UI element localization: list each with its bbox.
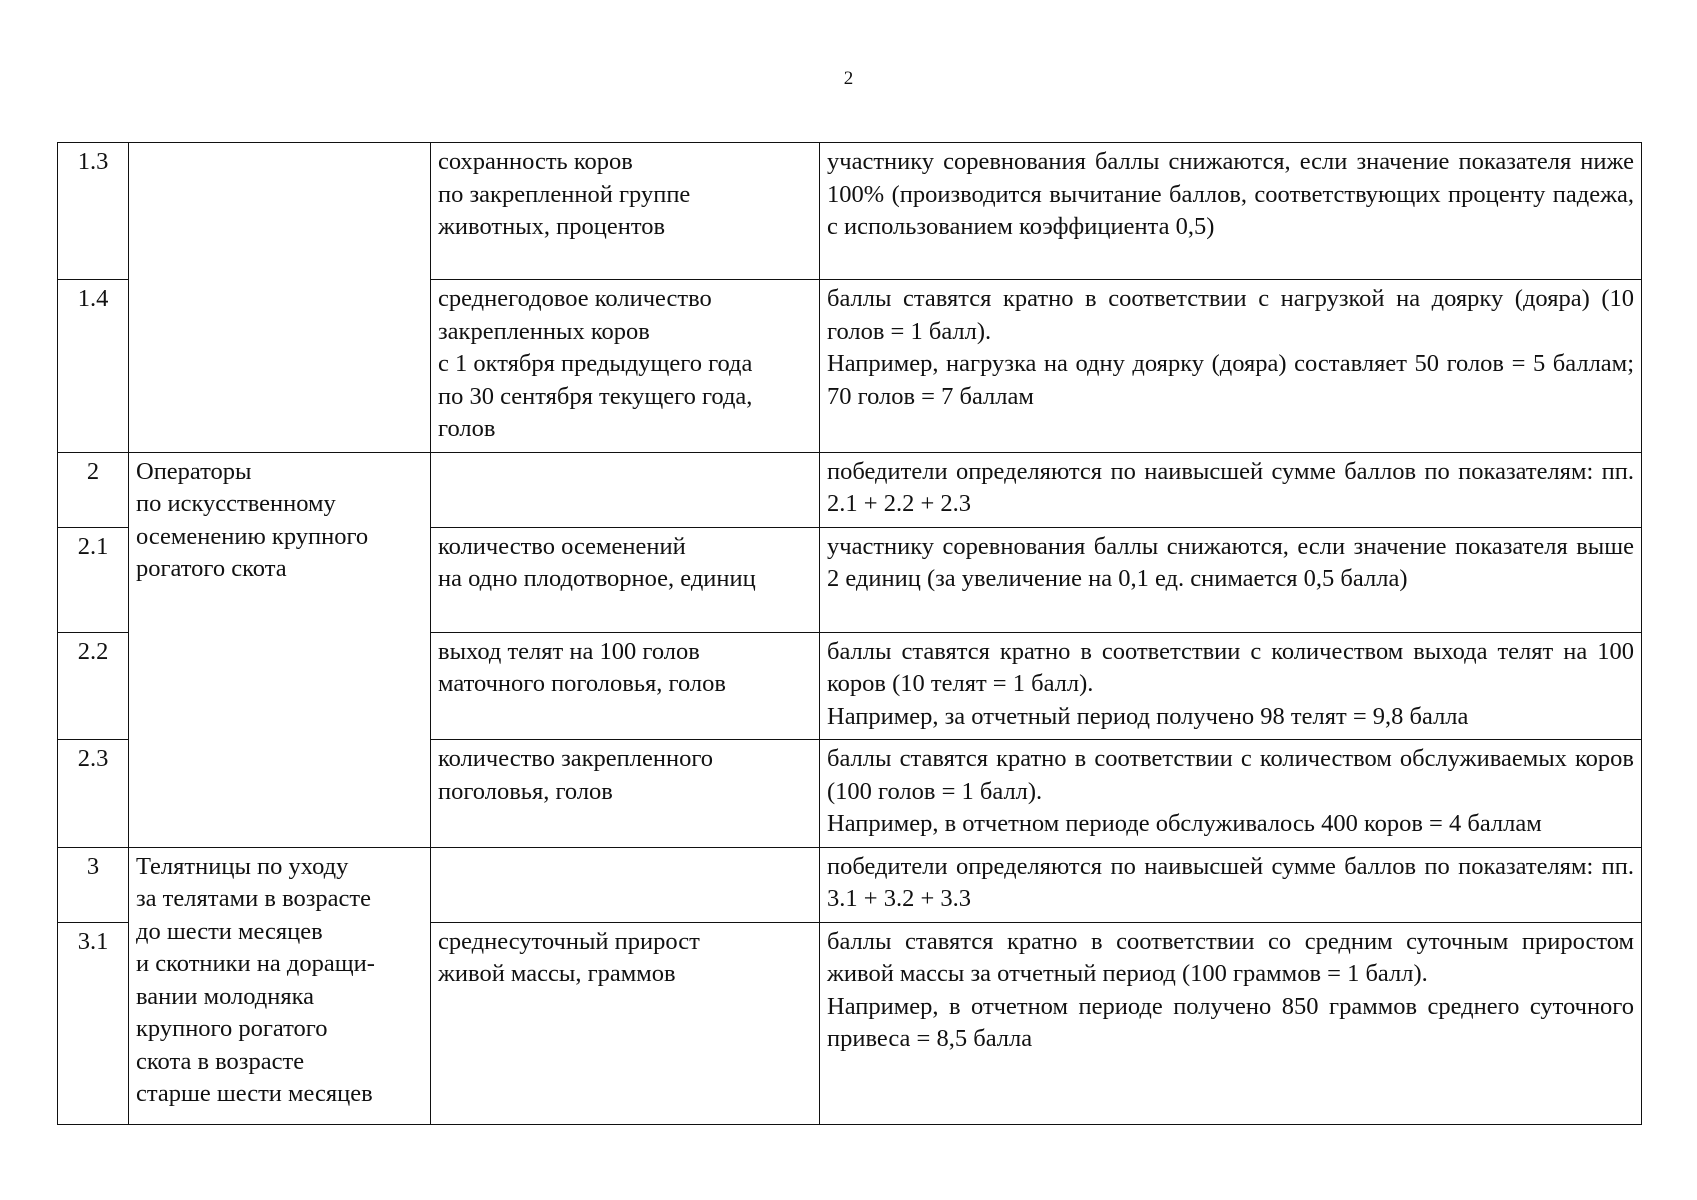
indicator-line: количество осеменений xyxy=(438,532,686,560)
indicator-cell xyxy=(431,847,820,922)
scoring-rule-cell xyxy=(820,847,1642,922)
scoring-example-text: Например, нагрузка на одну доярку (дояра) составляет 50 голов = 5 баллам; 70 голов = 7 баллам xyxy=(827,350,1634,410)
category-line: крупного рогатого xyxy=(136,1015,328,1042)
table-row xyxy=(58,143,1642,280)
row-number: 1.4 xyxy=(58,280,129,453)
category-line: скота в возрасте xyxy=(136,1047,305,1075)
category-line: рогатого скота xyxy=(136,555,287,582)
indicator-cell xyxy=(431,280,820,453)
indicator-line: маточного поголовья, голов xyxy=(438,670,726,697)
category-line: старше шести месяцев xyxy=(136,1080,373,1107)
category-line: Операторы xyxy=(136,457,252,485)
scoring-rule-cell xyxy=(820,740,1642,848)
indicator-cell xyxy=(431,452,820,527)
indicator-line: живой массы, граммов xyxy=(438,960,676,987)
table-row xyxy=(58,452,1642,527)
row-number: 2.2 xyxy=(58,632,129,740)
category-line: вании молодняка xyxy=(136,982,315,1010)
indicator-line: поголовья, голов xyxy=(438,777,613,805)
category-cell xyxy=(129,143,431,453)
scoring-rule-cell xyxy=(820,632,1642,740)
row-number: 2.1 xyxy=(58,527,129,632)
page-number: 2 xyxy=(843,68,854,89)
row-number: 3 xyxy=(58,847,129,922)
scoring-rule-text: победители определяются по наивысшей сумме баллов по показателям: пп. 3.1 + 3.2 + 3.3 xyxy=(827,852,1634,912)
scoring-rule-text: баллы ставятся кратно в соответствии с нагрузкой на доярку (дояра) (10 голов = 1 балл). xyxy=(827,285,1634,345)
indicator-line: количество закрепленного xyxy=(438,745,714,772)
category-line: Телятницы по уходу xyxy=(136,852,349,880)
indicator-line: на одно плодотворное, единиц xyxy=(438,565,756,592)
scoring-rule-text: баллы ставятся кратно в соответствии с количеством обслуживаемых коров (100 голов = 1 балл). xyxy=(827,745,1634,805)
category-line: за телятами в возрасте xyxy=(136,885,371,912)
indicator-cell xyxy=(431,922,820,1124)
scoring-rule-cell xyxy=(820,280,1642,453)
scoring-example-text: Например, в отчетном периоде получено 850 граммов среднего суточного привеса = 8,5 балла xyxy=(827,992,1634,1052)
criteria-table xyxy=(57,142,1642,1125)
scoring-rule-cell xyxy=(820,452,1642,527)
indicator-line: по закрепленной группе xyxy=(438,180,691,208)
scoring-rule-text: баллы ставятся кратно в соответствии с количеством выхода телят на 100 коров (10 телят = 1 балл). xyxy=(827,637,1634,697)
indicator-line: сохранность коров xyxy=(438,148,633,175)
indicator-line: животных, процентов xyxy=(438,213,666,240)
indicator-cell xyxy=(431,527,820,632)
indicator-line: с 1 октября предыдущего года xyxy=(438,350,753,377)
indicator-cell xyxy=(431,740,820,848)
category-cell xyxy=(129,452,431,847)
scoring-rule-text: победители определяются по наивысшей сумме баллов по показателям: пп. 2.1 + 2.2 + 2.3 xyxy=(827,457,1634,517)
scoring-example-text: Например, в отчетном периоде обслуживалось 400 коров = 4 баллам xyxy=(827,810,1542,837)
indicator-line: закрепленных коров xyxy=(438,317,650,345)
indicator-cell xyxy=(431,632,820,740)
category-line: осеменению крупного xyxy=(136,522,369,550)
row-number: 2 xyxy=(58,452,129,527)
category-cell xyxy=(129,847,431,1124)
row-number: 1.3 xyxy=(58,143,129,280)
indicator-line: среднесуточный прирост xyxy=(438,927,700,955)
scoring-rule-text: участнику соревнования баллы снижаются, если значение показателя выше 2 единиц (за увеличение на 0,1 ед. снимается 0,5 балла) xyxy=(827,532,1634,592)
category-line: до шести месяцев xyxy=(136,917,323,945)
scoring-rule-cell xyxy=(820,922,1642,1124)
indicator-line: среднегодовое количество xyxy=(438,285,712,312)
row-number: 2.3 xyxy=(58,740,129,848)
table-row xyxy=(58,847,1642,922)
scoring-rule-text: участнику соревнования баллы снижаются, если значение показателя ниже 100% (производится вычитание баллов, соответствующих проценту падежа, с использованием коэффициента 0,5) xyxy=(827,148,1634,240)
category-line: и скотники на доращи- xyxy=(136,950,375,977)
scoring-rule-text: баллы ставятся кратно в соответствии со средним суточным приростом живой массы за отчетный период (100 граммов = 1 балл). xyxy=(827,927,1634,987)
scoring-rule-cell xyxy=(820,143,1642,280)
indicator-line: выход телят на 100 голов xyxy=(438,637,700,665)
category-line: по искусственному xyxy=(136,490,336,517)
indicator-cell xyxy=(431,143,820,280)
scoring-rule-cell xyxy=(820,527,1642,632)
scoring-example-text: Например, за отчетный период получено 98 телят = 9,8 балла xyxy=(827,702,1469,730)
indicator-line: голов xyxy=(438,415,496,442)
row-number: 3.1 xyxy=(58,922,129,1124)
indicator-line: по 30 сентября текущего года, xyxy=(438,382,753,410)
